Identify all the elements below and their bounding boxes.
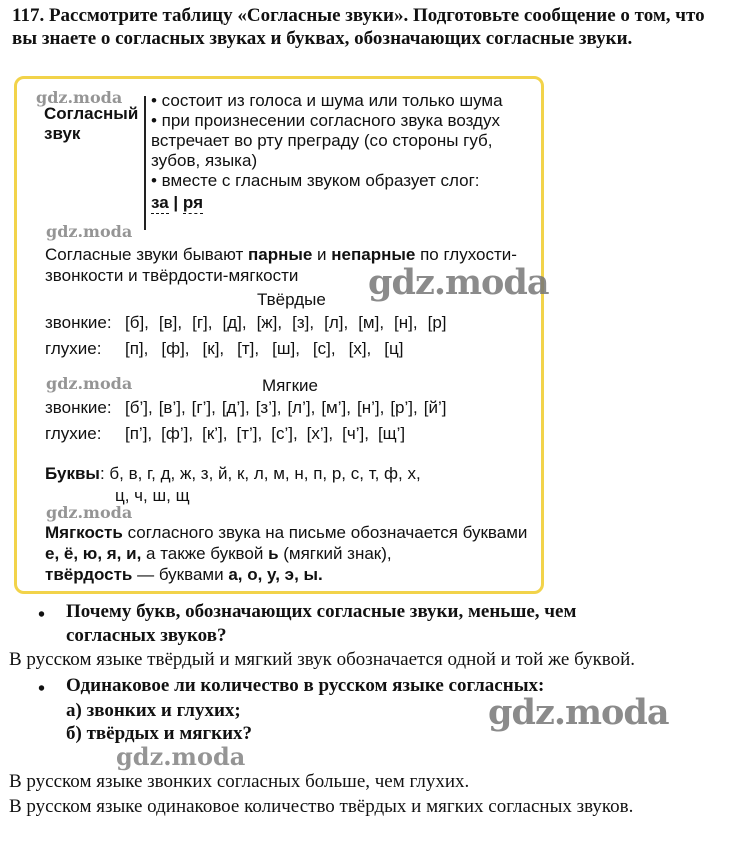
term-consonant — [44, 104, 138, 144]
pairs-post: по глухости-звонкости и твёрдости-мягкости — [45, 245, 517, 285]
watermark: gdz.moda — [46, 503, 133, 522]
bullet: • — [38, 678, 46, 700]
watermark: gdz.moda — [116, 742, 246, 771]
watermark: gdz.moda — [46, 374, 133, 393]
syllable-2: ря — [182, 193, 204, 212]
sound-cell: [р] — [427, 313, 447, 332]
sound-cell: [б], — [125, 313, 149, 332]
watermark-big: gdz.moda — [488, 692, 669, 733]
term-line1: Согласный — [44, 104, 139, 123]
hard-b: твёрдость — [45, 565, 133, 584]
sound-cell: [ж], — [256, 313, 283, 332]
soft-text: согласного звука на письме обозначается буквами — [122, 523, 528, 542]
question-2b: б) твёрдых и мягких? — [66, 723, 253, 744]
soft-voiceless-row — [45, 424, 414, 444]
hard-voiceless-row — [45, 339, 416, 359]
letters-block — [45, 463, 525, 507]
sound-cell: [в], — [158, 313, 183, 332]
sound-cell: [л], — [324, 313, 349, 332]
voiceless-label: глухие: — [45, 339, 102, 358]
hard-header: Твёрдые — [257, 290, 326, 309]
hard-voiced-row — [45, 313, 457, 333]
sound-cell: [р’], — [390, 398, 418, 417]
answer-1: В русском языке твёрдый и мягкий звук обозначается одной и той же буквой. — [9, 649, 636, 670]
softness-text — [45, 522, 535, 585]
answer-3: В русском языке одинаковое количество твёрдых и мягких согласных звуков. — [9, 796, 634, 817]
definitions — [151, 91, 531, 214]
sound-cell: [ф’], — [161, 424, 194, 443]
question-2: Одинаковое ли количество в русском языке согласных: — [66, 675, 545, 696]
soft-sign: ь — [268, 544, 279, 563]
soft-letters: е, ё, ю, я, и, — [45, 544, 142, 563]
sound-cell: [д’], — [221, 398, 250, 417]
sound-cell: [м], — [358, 313, 385, 332]
sound-cell: [с], — [312, 339, 336, 358]
sound-cell: [м’], — [321, 398, 351, 417]
sound-cell: [ц] — [384, 339, 404, 358]
letters-line1: : б, в, г, д, ж, з, й, к, л, м, н, п, р, с, т, ф, х, — [99, 464, 421, 483]
syllable-1: за — [151, 193, 169, 212]
sound-cell: [ф], — [161, 339, 190, 358]
sound-cell: [з], — [292, 313, 315, 332]
sound-cell: [г], — [192, 313, 213, 332]
sound-cell: [ч’], — [342, 424, 369, 443]
sound-cell: [п], — [125, 339, 149, 358]
sound-cell: [б’], — [125, 398, 153, 417]
hard-letters: а, о, у, э, ы. — [228, 565, 323, 584]
term-line2: звук — [44, 124, 81, 143]
voiced-label: звонкие: — [45, 398, 112, 417]
voiceless-label: глухие: — [45, 424, 102, 443]
sound-cell: [к], — [202, 339, 225, 358]
question-1: Почему букв, обозначающих согласные звуки, меньше, чем согласных звуков? — [66, 601, 577, 646]
question-2a: а) звонких и глухих; — [66, 700, 241, 721]
pairs-pre: Согласные звуки бывают — [45, 245, 248, 264]
soft-text3: (мягкий знак), — [278, 544, 392, 563]
sound-cell: [в’], — [158, 398, 186, 417]
sound-cell: [й’] — [423, 398, 447, 417]
sound-cell: [к’], — [202, 424, 228, 443]
sound-cell: [х’], — [306, 424, 334, 443]
sound-cell: [з’], — [255, 398, 282, 417]
soft-voiced-row — [45, 398, 452, 418]
sound-cell: [т], — [237, 339, 260, 358]
divider — [144, 96, 146, 230]
sound-cell: [л’], — [287, 398, 316, 417]
sound-cell: [т’], — [236, 424, 263, 443]
pairs-mid: и — [312, 245, 332, 264]
sound-cell: [н’], — [356, 398, 385, 417]
def-2: • при произнесении согласного звука воздух встречает во рту преграду (со стороны губ, зубов, языка) — [151, 111, 500, 170]
def-3: • вместе с гласным звуком образует слог: — [151, 171, 480, 190]
sound-cell: [ш], — [272, 339, 300, 358]
soft-text2: а также буквой — [141, 544, 269, 563]
bullet: • — [38, 604, 46, 626]
hard-text: — буквами — [132, 565, 229, 584]
pairs-b2: непарные — [331, 245, 416, 264]
def-1: • состоит из голоса и шума или только шума — [151, 91, 503, 110]
watermark: gdz.moda — [36, 88, 123, 107]
pairs-b1: парные — [247, 245, 313, 264]
sound-cell: [п’], — [125, 424, 153, 443]
sound-cell: [х], — [348, 339, 372, 358]
letters-label: Буквы — [45, 464, 100, 483]
task-title: 117. Рассмотрите таблицу «Согласные звуки». Подготовьте сообщение о том, что вы знаете о согласных звуках и буквах, обозначающих согласные звуки. — [12, 5, 705, 49]
sound-cell: [щ’] — [377, 424, 406, 443]
syllable-example — [151, 193, 531, 214]
answer-2: В русском языке звонких согласных больше, чем глухих. — [9, 771, 470, 792]
sound-cell: [д], — [222, 313, 247, 332]
watermark: gdz.moda — [46, 222, 133, 241]
sound-cell: [с’], — [271, 424, 298, 443]
soft-header: Мягкие — [262, 376, 318, 395]
syllable-sep: | — [173, 193, 179, 212]
watermark-big: gdz.moda — [368, 262, 549, 303]
sound-cell: [г’], — [191, 398, 216, 417]
sound-cell: [н], — [394, 313, 418, 332]
soft-b: Мягкость — [45, 523, 123, 542]
voiced-label: звонкие: — [45, 313, 112, 332]
letters-line2: ц, ч, ш, щ — [115, 486, 190, 505]
